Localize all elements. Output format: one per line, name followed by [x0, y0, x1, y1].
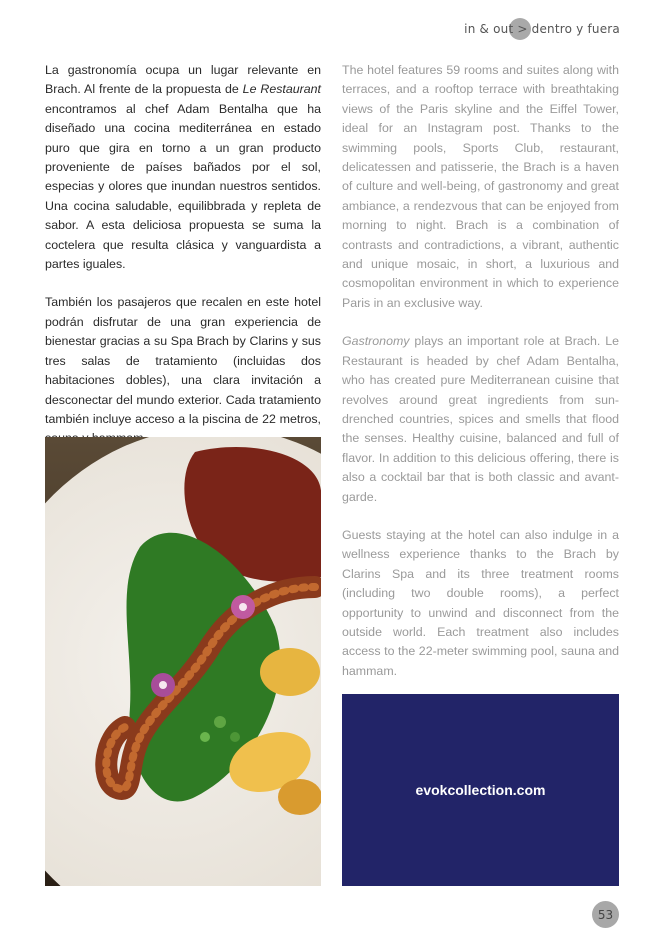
english-paragraph-3: Guests staying at the hotel can also indulge in a wellness experience thanks to the Brach by Clarins Spa and its three treatment rooms (including two double rooms), a perfect opportunity to unwind and disconnect from the outside world. Each treatment also includes access to the 22-meter swimming pool, sauna and hammam.	[342, 527, 619, 678]
spanish-p1-text-b: encontramos al chef Adam Bentalha que ha diseñado una cocina mediterránea en estado puro que gira en torno a un gran producto proveniente de países bañados por el sol, especias y olores que inundan nuestros sentidos. Una cocina saludable, equilibbrada y repleta de sabor. A esta deliciosa propuesta se suma la coctelera que resulta clásica y vanguardista a partes iguales.	[45, 101, 321, 272]
restaurant-name-emphasis: Le Restaurant	[242, 82, 321, 97]
octopus-dish-photo	[45, 437, 321, 886]
english-column	[342, 61, 619, 681]
page-number: 53	[592, 901, 619, 928]
english-paragraph-2	[342, 332, 619, 507]
spanish-paragraph-2: También los pasajeros que recalen en este hotel podrán disfrutar de una gran experiencia de bienestar gracias a su Spa Brach by Clarins y sus tres salas de tratamiento (incluidas dos habitaciones dobles), una clara invitación a desconectar del mundo exterior. Cada tratamiento también incluye acceso a la piscina de 22 metros,	[45, 295, 321, 426]
promo-url-link[interactable]: evokcollection.com	[415, 782, 546, 798]
spanish-p1-text-a: La gastronomía ocupa un lugar relevante en Brach. Al frente de la propuesta de	[45, 63, 321, 97]
spanish-column	[45, 61, 321, 449]
spanish-paragraph-1	[45, 61, 321, 274]
english-p2-text: plays an important role at Brach. Le Restaurant is headed by chef Adam Bentalha, who has created pure Mediterranean cuisine that revolves around great ingredients from sun-drenched countries, spices and smells that flood the senses. Healthy cuisine, balanced and full of flavor. In addition to this delicious offering, there is also a cocktail bar that is both classic and avant-garde.	[342, 334, 619, 504]
english-paragraph-1: The hotel features 59 rooms and suites along with terraces, and a rooftop terrace with breathtaking views of the Paris skyline and the Eiffel Tower, ideal for an Instagram post. Thanks to the swimming pools, Sports Club, restaurant, delicatessen and patisserie, the Brach is a haven of culture and well-being, of gastronomy and great ambiance, a rendezvous that can be enjoyed from morning to night. Brach is a combination of contrasts and contradictions, a vibrant, authentic and unique mosaic, in short, a luxurious and cosmopolitan environment in which to experience Paris in an exclusive way.	[342, 63, 619, 310]
gastronomy-emphasis: Gastronomy	[342, 334, 410, 349]
section-header	[464, 22, 620, 36]
section-title: in & out > dentro y fuera	[464, 22, 620, 36]
promo-box	[342, 694, 619, 886]
